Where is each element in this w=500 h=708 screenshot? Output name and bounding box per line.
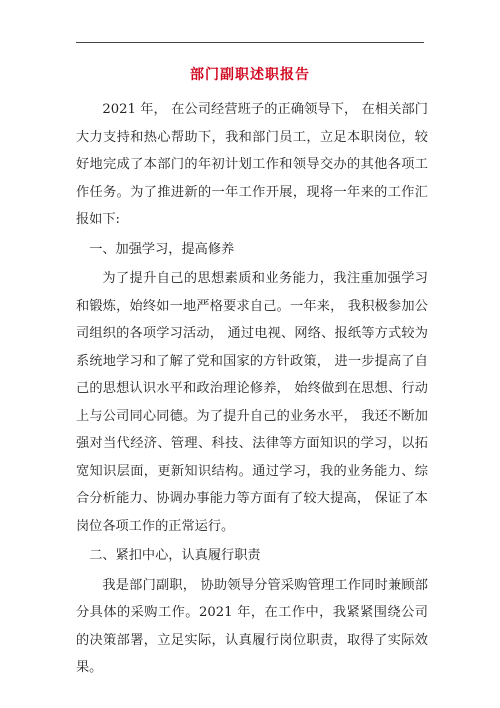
document-body: [76, 96, 428, 682]
section-heading-study: 一、加强学习，提高修养: [89, 241, 235, 257]
section-heading-duties: 二、紧扣中心，认真履行职责: [89, 548, 261, 563]
study-paragraph: 为了提升自己的思想素质和业务能力，我注重加强学习和锻炼，始终如一地严格要求自己。一年来， 我积极参加公司组织的各项学习活动， 通过电视、网络、报纸等方式较为系统地学习和了解了党和国家的方针政策， 进一步提高了自己的思想认识水平和政治理论修养， 始终做到在思想、行动上与公司同心同德。为了提升自己的业务水平， 我还不断加强对当代经济、管理、科技、法律等方面知识的学习，以拓宽知识层面，更新知识结构。通过学习，我的业务能力、综合分析能力、协调办事能力等方面有了较大提高， 保证了本岗位各项工作的正常运行。: [76, 271, 428, 534]
document-title: 部门副职述职报告: [190, 67, 310, 83]
intro-paragraph: 2021 年， 在公司经营班子的正确领导下， 在相关部门大力支持和热心帮助下，我和部门员工，立足本职岗位，较好地完成了本部门的年初计划工作和领导交办的其他各项工作任务。为了推进新的一年工作开展，现将一年来的工作汇报如下:: [76, 102, 428, 227]
header-rule: [76, 42, 424, 43]
duties-paragraph: 我是部门副职， 协助领导分管采购管理工作同时兼顾部分具体的采购工作。2021 年，在工作中，我紧紧围绕公司的决策部署，立足实际，认真履行岗位职责，取得了实际效果。: [76, 577, 428, 675]
